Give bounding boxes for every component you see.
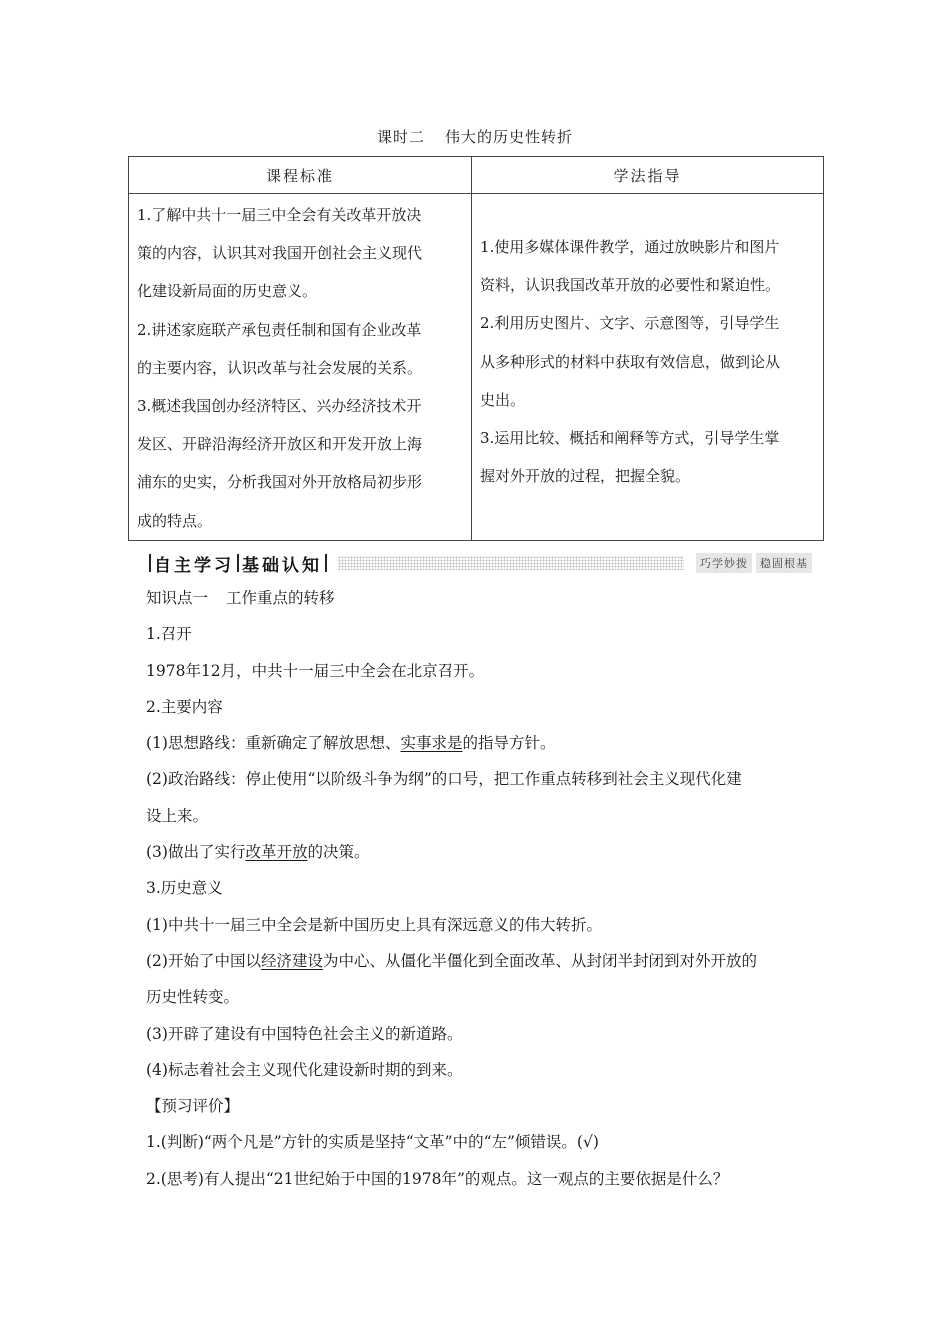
banner-divider (149, 554, 151, 572)
guide-line: 资料，认识我国改革开放的必要性和紧迫性。 (480, 276, 781, 295)
paragraph: 设上来。 (146, 806, 209, 825)
banner-tag: 稳固根基 (756, 553, 812, 573)
lesson-title (0, 126, 950, 147)
standard-line: 成的特点。 (137, 511, 213, 530)
paragraph: (3)开辟了建设有中国特色社会主义的新道路。 (146, 1024, 463, 1043)
subheading: 3.历史意义 (146, 879, 223, 898)
study-guide-cell (472, 194, 824, 541)
table-header-row (129, 157, 824, 194)
standard-line: 策的内容，认识其对我国开创社会主义现代 (137, 244, 423, 263)
banner-dot-pattern (338, 556, 684, 570)
standard-line: 浦东的史实，分析我国对外开放格局初步形 (137, 473, 423, 492)
standards-table (128, 156, 824, 541)
question-item: 2.(思考)有人提出“21世纪始于中国的1978年”的观点。这一观点的主要依据是什么？ (146, 1169, 729, 1188)
knowledge-point-heading (146, 580, 826, 616)
paragraph (146, 725, 826, 761)
table-row (129, 194, 824, 541)
lesson-number: 课时二 (376, 128, 425, 146)
underlined-term: 经济建设 (260, 951, 323, 970)
banner-divider (325, 554, 327, 572)
standard-line: 化建设新局面的历史意义。 (137, 282, 318, 301)
text: (1)思想路线：重新确定了解放思想、 (146, 734, 401, 753)
standard-line: 发区、开辟沿海经济开放区和开发开放上海 (137, 435, 423, 454)
paragraph (146, 834, 826, 870)
paragraph: 历史性转变。 (146, 988, 240, 1007)
question-item: 1.(判断)“两个凡是”方针的实质是坚持“文革”中的“左”倾错误。(√) (146, 1133, 599, 1152)
paragraph: (2)政治路线：停止使用“以阶级斗争为纲”的口号，把工作重点转移到社会主义现代化建 (146, 770, 742, 789)
banner-title-basic-knowledge: 基础认知 (242, 555, 322, 576)
paragraph: (4)标志着社会主义现代化建设新时期的到来。 (146, 1060, 463, 1079)
standard-line: 3.概述我国创办经济特区、兴办经济技术开 (137, 397, 422, 416)
underlined-term: 改革开放 (245, 843, 308, 862)
text: 的指导方针。 (462, 734, 556, 753)
standard-line: 2.讲述家庭联产承包责任制和国有企业改革 (137, 320, 422, 339)
header-study-guide: 学法指导 (472, 157, 824, 194)
lesson-name: 伟大的历史性转折 (445, 128, 574, 146)
kp-title: 工作重点的转移 (226, 589, 335, 607)
review-heading: 【预习评价】 (146, 1097, 240, 1116)
subheading: 1.召开 (146, 625, 192, 644)
guide-line: 2.利用历史图片、文字、示意图等，引导学生 (480, 314, 780, 333)
banner-divider (237, 554, 239, 572)
paragraph: 1978年12月，中共十一届三中全会在北京召开。 (146, 661, 485, 680)
standard-line: 1.了解中共十一届三中全会有关改革开放决 (137, 206, 422, 224)
guide-line: 史出。 (480, 390, 526, 409)
guide-line: 握对外开放的过程，把握全貌。 (480, 467, 691, 486)
standard-line: 的主要内容，认识改革与社会发展的关系。 (137, 358, 423, 377)
guide-line: 从多种形式的材料中获取有效信息，做到论从 (480, 352, 781, 371)
course-standard-cell (129, 194, 472, 541)
guide-line: 1.使用多媒体课件教学，通过放映影片和图片 (480, 238, 780, 256)
paragraph (146, 943, 826, 979)
header-course-standard: 课程标准 (129, 157, 472, 194)
banner-title-self-study: 自主学习 (154, 555, 234, 576)
text: 的决策。 (307, 843, 370, 862)
text: 为中心、从僵化半僵化到全面改革、从封闭半封闭到对外开放的 (322, 951, 757, 970)
kp-number: 知识点一 (146, 589, 209, 607)
lesson-content (146, 580, 826, 1197)
section-banner (146, 552, 812, 574)
paragraph: (1)中共十一届三中全会是新中国历史上具有深远意义的伟大转折。 (146, 915, 602, 934)
underlined-term: 实事求是 (400, 734, 463, 753)
banner-tag: 巧学妙拨 (696, 553, 752, 573)
guide-line: 3.运用比较、概括和阐释等方式，引导学生掌 (480, 429, 780, 448)
text: (2)开始了中国以 (146, 951, 261, 970)
text: (3)做出了实行 (146, 843, 246, 862)
subheading: 2.主要内容 (146, 697, 223, 716)
